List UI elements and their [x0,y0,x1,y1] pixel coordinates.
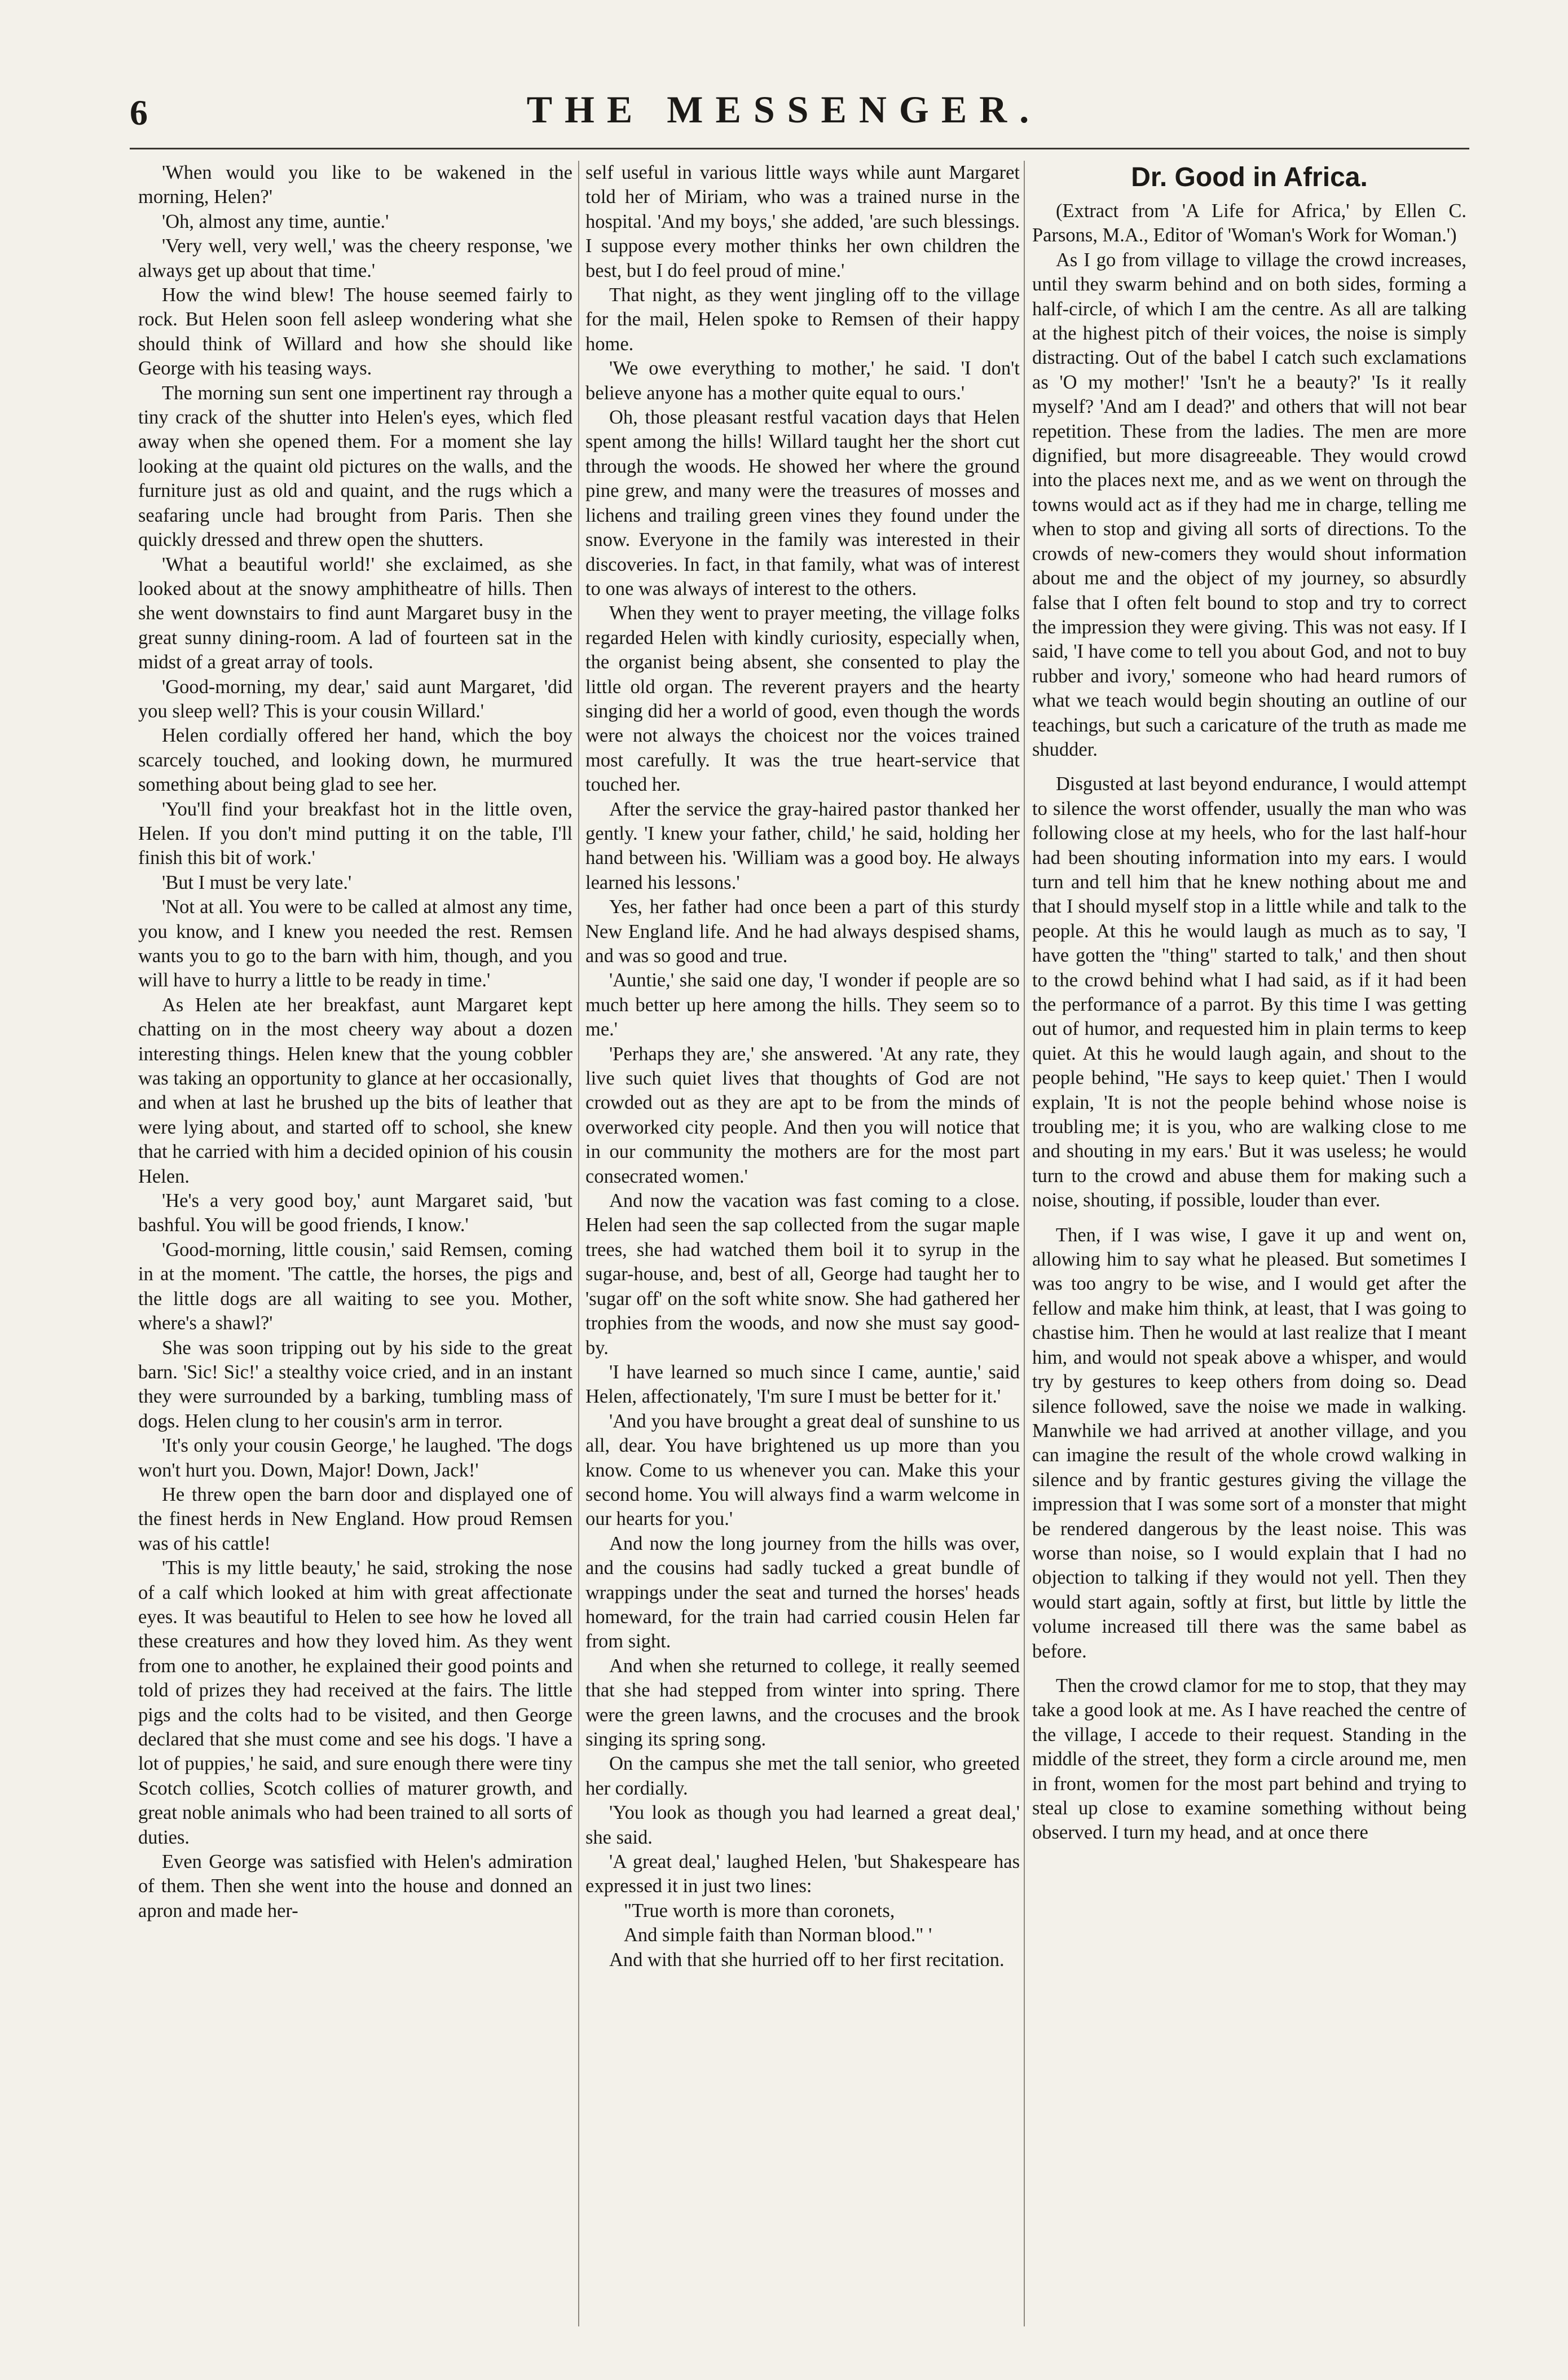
paragraph: And when she returned to college, it really seemed that she had stepped from winter into spring. There were the green lawns, and the crocuses and the brook singing its spring song. [585,1655,1020,1750]
poem-line: "True worth is more than coronets, [624,1899,895,1921]
paragraph: 'Oh, almost any time, auntie.' [162,210,389,232]
paragraph: 'Very well, very well,' was the cheery response, 'we always get up about that time.' [138,235,572,281]
paragraph: And now the vacation was fast coming to a close. Helen had seen the sap collected from the sugar maple trees, she had watched them boil it to syrup in the sugar-house, and, best of all, George had taught her to 'sugar off' on the soft white snow. She had gathered her trophies from the woods, and now she must say good-by. [585,1190,1020,1359]
paragraph: How the wind blew! The house seemed fairly to rock. But Helen soon fell asleep wondering what she should think of Willard and how she should like George with his teasing ways. [138,284,572,380]
paragraph: Then the crowd clamor for me to stop, that they may take a good look at me. As I have reached the centre of the village, I accede to their request. Standing in the middle of the street, they form a circle around me, men in front, women for the most part behind and trying to steal up close to examine something without being observed. I turn my head, and at once there [1032,1674,1466,1844]
paragraph: The morning sun sent one impertinent ray through a tiny crack of the shutter into Helen's eyes, which fled away when she opened them. For a moment she lay looking at the quaint old pictures on the walls, and the furniture just as old and quaint, and the rugs which a seafaring uncle had brought from Paris. Then she quickly dressed and threw open the shutters. [138,382,572,551]
paragraph: 'It's only your cousin George,' he laughed. 'The dogs won't hurt you. Down, Major! Down, Jack!' [138,1435,572,1481]
paragraph: self useful in various little ways while aunt Margaret told her of Miriam, who was a trained nurse in the hospital. 'And my boys,' she added, 'are such blessings. I suppose every mother thinks her own children the best, but I do feel proud of mine.' [585,162,1020,281]
paragraph: He threw open the barn door and displayed one of the finest herds in New England. How proud Remsen was of his cattle! [138,1483,572,1554]
paragraph: 'And you have brought a great deal of sunshine to us all, dear. You have brightened us up more than you know. Come to us whenever you can. Make this your second home. You will always find a warm welcome in our hearts for you.' [585,1410,1020,1530]
paragraph: 'But I must be very late.' [162,871,352,893]
paragraph: 'You look as though you had learned a great deal,' she said. [585,1802,1020,1848]
paragraph: Disgusted at last beyond endurance, I would attempt to silence the worst offender, usually the man who was following close at my heels, who for the last half-hour had been shouting information into my ears. I would turn and tell him that he knew nothing about me and that I should myself stop in a little while and talk to the people. At this he would laugh as much as to say, 'I have gotten the "thing" started to talk,' and then shout to the crowd behind what I had said, as if it had been the performance of a parrot. By this time I was getting out of humor, and requested him in plain terms to keep quiet. At this he would laugh again, and shout to the people behind, "He says to keep quiet.' Then I would explain, 'It is not the people behind whose noise is troubling me; it is you, who are walking close to me and shouting in my ears.' But it was useless; he would turn to the crowd and abuse them for making such a noise, shouting, if possible, louder than ever. [1032,773,1466,1211]
paragraph: Helen cordially offered her hand, which the boy scarcely touched, and looking down, he murmured something about being glad to see her. [138,725,572,796]
paragraph: Yes, her father had once been a part of this sturdy New England life. And he had always despised shams, and was so good and true. [585,896,1020,967]
paragraph: 'I have learned so much since I came, auntie,' said Helen, affectionately, 'I'm sure I must be better for it.' [585,1361,1020,1408]
paragraph: 'This is my little beauty,' he said, stroking the nose of a calf which looked at him with great affectionate eyes. It was beautiful to Helen to see how he loved all these creatures and how they loved him. As they went from one to another, he explained their good points and told of prizes they had received at the fairs. The little pigs and the colts had to be visited, and then George declared that she must come and see his dogs. 'I have a lot of puppies,' he said, and sure enough there were tiny Scotch collies, Scotch collies of maturer growth, and great noble animals who had been trained to all sorts of duties. [138,1557,572,1848]
column-divider [1024,161,1025,2326]
paragraph: 'Perhaps they are,' she answered. 'At any rate, they live such quiet lives that thoughts of God are not crowded out as they are apt to be from the minds of overworked city people. And then you will notice that in our community the mothers are for the most part consecrated women.' [585,1043,1020,1187]
paragraph: She was soon tripping out by his side to the great barn. 'Sic! Sic!' a stealthy voice cried, and in an instant they were surrounded by a barking, tumbling mass of dogs. Helen clung to her cousin's arm in terror. [138,1337,572,1432]
paragraph: 'Good-morning, my dear,' said aunt Margaret, 'did you sleep well? This is your cousin Willard.' [138,676,572,722]
paragraph: 'He's a very good boy,' aunt Margaret said, 'but bashful. You will be good friends, I know.' [138,1190,572,1236]
article-source: (Extract from 'A Life for Africa,' by Ellen C. Parsons, M.A., Editor of 'Woman's Work for Woman.') [1032,200,1466,246]
paragraph: When they went to prayer meeting, the village folks regarded Helen with kindly curiosity, especially when, the organist being absent, she consented to play the little old organ. The reverent prayers and the hearty singing did her a world of good, even though the words were not always the choicest nor the voices trained most carefully. It was the true heart-service that touched her. [585,602,1020,796]
story-column-1 [138,161,572,2332]
paragraph: 'Auntie,' she said one day, 'I wonder if people are so much better up here among the hills. They seem so to me.' [585,969,1020,1041]
paragraph: Oh, those pleasant restful vacation days that Helen spent among the hills! Willard taught her the short cut through the woods. He showed her where the ground pine grew, and many were the treasures of mosses and lichens and trailing green vines they found under the snow. Everyone in the family was interested in their discoveries. In fact, in that family, what was of interest to one was always of interest to the others. [585,407,1020,600]
paragraph: That night, as they went jingling off to the village for the mail, Helen spoke to Remsen of their happy home. [585,284,1020,355]
paragraph: And with that she hurried off to her first recitation. [609,1949,1005,1971]
paragraph: Then, if I was wise, I gave it up and went on, allowing him to say what he pleased. But sometimes I was too angry to be wise, and I would get after the fellow and make him think, at least, that I was going to chastise him. Then he would at last realize that I meant him, and would not speak above a whisper, and would try by gestures to keep others from doing so. Dead silence followed, save the noise we made in walking. Manwhile we had arrived at another village, and you can imagine the result of the whole crowd walking in silence and by frantic gestures giving the village the impression that I was some sort of a monster that might be rendered dangerous by the least noise. This was worse than noise, so I would explain that I had no objection to talking if they would not yell. Then they would start again, softly at first, but little by little the volume increased till there was the same babel as before. [1032,1224,1466,1662]
article-title: Dr. Good in Africa. [1131,162,1368,192]
paragraph: On the campus she met the tall senior, who greeted her cordially. [585,1753,1020,1799]
paragraph: As Helen ate her breakfast, aunt Margaret kept chatting on in the most cheery way about a dozen interesting things. Helen knew that the young cobbler was taking an opportunity to glance at her occasionally, and when at last he brushed up the bits of leather that were lying about, and started off to school, she knew that he carried with him a decided opinion of his cousin Helen. [138,994,572,1187]
paragraph: 'We owe everything to mother,' he said. 'I don't believe anyone has a mother quite equal to ours.' [585,358,1020,404]
paragraph: 'Good-morning, little cousin,' said Remsen, coming in at the moment. 'The cattle, the horses, the pigs and the little dogs are all waiting to see you. Mother, where's a shawl?' [138,1239,572,1334]
paragraph: After the service the gray-haired pastor thanked her gently. 'I knew your father, child,' he said, holding her hand between his. 'William was a good boy. He always learned his lessons.' [585,798,1020,893]
paragraph: 'You'll find your breakfast hot in the little oven, Helen. If you don't mind putting it on the table, I'll finish this bit of work.' [138,798,572,869]
header-rule [130,148,1469,149]
article-column [1032,161,1466,2332]
poem-line: And simple faith than Norman blood." ' [624,1924,932,1946]
paragraph: 'When would you like to be wakened in the morning, Helen?' [138,162,572,208]
page-number: 6 [130,92,148,133]
paragraph: As I go from village to village the crowd increases, until they swarm behind and on both sides, forming a half-circle, of which I am the centre. As all are talking at the highest pitch of their voices, the noise is simply distracting. Out of the babel I catch such exclamations as 'O my mother!' 'Isn't he a beauty?' 'Is it really myself? 'And am I dead?' and others that will not bear repetition. These from the ladies. The men are more dignified, but more disagreeable. They would crowd into the places next me, and as we went on through the towns would act as if they had me in charge, telling me when to stop and giving all sorts of directions. To the crowds of new-comers they would shout information about me and the object of my journey, so absurdly false that I often felt bound to stop and try to correct the impression they were giving. This was not easy. If I said, 'I have come to tell you about God, and not to buy rubber and ivory,' someone who had heard rumors of what we teach would begin shouting an outline of our teachings, but such a caricature of the truth as made me shudder. [1032,249,1466,760]
masthead-title: THE MESSENGER. [526,88,1042,131]
paragraph: 'Not at all. You were to be called at almost any time, you know, and I knew you needed the rest. Remsen wants you to go to the barn with him, though, and you will have to hurry a little to be ready in time.' [138,896,572,991]
paragraph: Even George was satisfied with Helen's admiration of them. Then she went into the house and donned an apron and made her- [138,1851,572,1921]
paragraph: 'What a beautiful world!' she exclaimed, as she looked about at the snowy amphitheatre of hills. Then she went downstairs to find aunt Margaret busy in the great sunny dining-room. A lad of fourteen sat in the midst of a great array of tools. [138,553,572,673]
column-divider [578,161,579,2326]
story-column-2 [585,161,1020,2332]
paragraph: And now the long journey from the hills was over, and the cousins had sadly tucked a great bundle of wrappings under the seat and turned the horses' heads homeward, for the train had carried cousin Helen far from sight. [585,1532,1020,1652]
paragraph: 'A great deal,' laughed Helen, 'but Shakespeare has expressed it in just two lines: [585,1851,1020,1897]
